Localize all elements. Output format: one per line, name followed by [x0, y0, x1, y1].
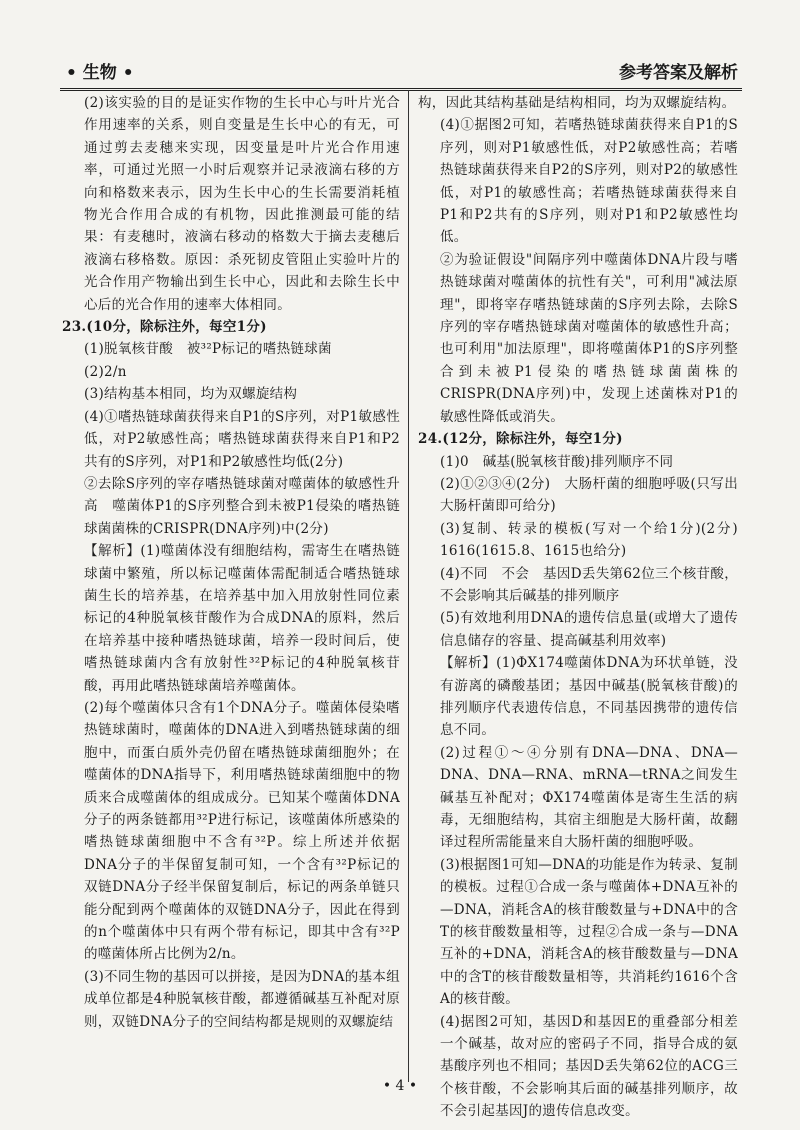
- paragraph: 23.(10分，除标注外，每空1分): [62, 319, 267, 336]
- left-column: [62, 92, 400, 1033]
- paragraph: (3)不同生物的基因可以拼接，是因为DNA的基本组成单位都是4种脱氧核苷酸，都遵循碱基互补配对原则，双链DNA分子的空间结构都是规则的双螺旋结: [84, 968, 400, 1030]
- section-title: 参考答案及解析: [619, 63, 738, 83]
- paragraph: (2)该实验的目的是证实作物的生长中心与叶片光合作用速率的关系，则自变量是生长中心的有无，可通过剪去麦穗来实现，因变量是叶片光合作用速率，可通过光照一小时后观察并记录液滴右移的方向和格数来表示，因为生长中心的生长需要消耗植物光合作用合成的有机物，因此推测最可能的结果：有麦穗时，液滴右移动的格数大于摘去麦穗后液滴右移格数。原因：杀死韧皮管阻止实验叶片的光合作用产物输出到生长中心，因此和去除生长中心后的光合作用的速率大体相同。: [84, 95, 400, 313]
- paragraph: 【解析】(1)ΦX174噬菌体DNA为环状单链，没有游离的磷酸基团；基因中碱基(脱氧核苷酸)的排列顺序代表遗传信息，不同基因携带的遗传信息不同。: [440, 655, 738, 739]
- right-column: [418, 92, 752, 1123]
- paragraph: (1)0 碱基(脱氧核苷酸)排列顺序不同: [440, 453, 674, 470]
- paragraph: ②为验证假设"间隔序列中噬菌体DNA片段与嗜热链球菌对噬菌体的抗性有关"，可利用"减法原理"，即将宰存嗜热链球菌的S序列去除，去除S序列的宰存嗜热链球菌对噬菌体的敏感性升高；也可利用"加法原理"，即将噬菌体P1的S序列整合到未被P1侵染的嗜热链球菌菌株的CRISPR(DNA序列)中，发现上述菌株对P1的敏感性降低或消失。: [440, 251, 738, 425]
- paragraph: (2)每个噬菌体只含有1个DNA分子。噬菌体侵染嗜热链球菌时，噬菌体的DNA进入到嗜热链球菌的细胞中，而蛋白质外壳仍留在嗜热链球菌细胞外；在噬菌体的DNA指导下，利用嗜热链球菌细胞中的物质来合成噬菌体的组成成分。已知某个噬菌体DNA分子的两条链都用³²P进行标记，该噬菌体所感染的嗜热链球菌细胞中不含有³²P。综上所述并依据DNA分子的半保留复制可知，一个含有³²P标记的双链DNA分子经半保留复制后，标记的两条单链只能分配到两个噬菌体的双链DNA分子，因此在得到的n个噬菌体中只有两个带有标记，即其中含有³²P的噬菌体所占比例为2/n。: [84, 699, 400, 963]
- subject-label: • 生物 •: [66, 63, 134, 83]
- page-header: [60, 48, 742, 91]
- paragraph: (3)结构基本相同，均为双螺旋结构: [84, 386, 298, 403]
- column-divider: [408, 90, 409, 1082]
- paragraph: (4)①嗜热链球菌获得来自P1的S序列，对P1敏感性低，对P2敏感性高；嗜热链球菌获得来自P1和P2共有的S序列，对P1和P2敏感性均低(2分): [84, 408, 400, 470]
- paragraph: ②去除S序列的宰存嗜热链球菌对噬菌体的敏感性升高 噬菌体P1的S序列整合到未被P1侵染的嗜热链球菌菌株的CRISPR(DNA序列)中(2分): [84, 475, 400, 537]
- paragraph: (3)根据图1可知—DNA的功能是作为转录、复制的模板。过程①合成一条与噬菌体+DNA互补的—DNA，消耗含A的核苷酸数量与+DNA中的含T的核苷酸数量相等，过程②合成一条与—DNA互补的+DNA，消耗含A的核苷酸数量与—DNA中的含T的核苷酸数量相等，共消耗约1616个含A的核苷酸。: [440, 856, 738, 1008]
- paragraph: 24.(12分，除标注外，每空1分): [418, 431, 623, 448]
- paragraph: (2)2/n: [84, 363, 127, 380]
- paragraph: (2)过程①～④分别有DNA—DNA、DNA—DNA、DNA—RNA、mRNA—tRNA之间发生碱基互补配对；ΦX174噬菌体是寄生生活的病毒，无细胞结构，其宿主细胞是大肠杆菌，故翻译过程所需能量来自大肠杆菌的细胞呼吸。: [440, 744, 738, 851]
- paragraph: 【解析】(1)噬菌体没有细胞结构，需寄生在嗜热链球菌中繁殖，所以标记噬菌体需配制适合嗜热链球菌生长的培养基，在培养基中加入用放射性同位素标记的4种脱氧核苷酸作为合成DNA的原料，然后在培养基中接种嗜热链球菌，培养一段时间后，使嗜热链球菌内含有放射性³²P标记的4种脱氧核苷酸，再用此嗜热链球菌培养噬菌体。: [84, 543, 400, 694]
- paragraph: (5)有效地利用DNA的遗传信息量(或增大了遗传信息储存的容量、提高碱基利用效率): [440, 610, 738, 649]
- page-number: • 4 •: [382, 1078, 418, 1094]
- paragraph: (1)脱氧核苷酸 被³²P标记的嗜热链球菌: [84, 341, 332, 358]
- paragraph: (4)不同 不会 基因D丢失第62位三个核苷酸，不会影响其后碱基的排列顺序: [440, 565, 738, 604]
- paragraph: 构，因此其结构基础是结构相同，均为双螺旋结构。: [418, 95, 736, 111]
- paragraph: (4)据图2可知，基因D和基因E的重叠部分相差一个碱基，故对应的密码子不同，指导合成的氨基酸序列也不相同；基因D丢失第62位的ACG三个核苷酸，不会影响其后面的碱基排列顺序，故不会引起基因J的遗传信息改变。: [440, 1013, 738, 1120]
- paragraph: (2)①②③④(2分) 大肠杆菌的细胞呼吸(只写出大肠杆菌即可给分): [440, 475, 738, 515]
- paragraph: (3)复制、转录的模板(写对一个给1分)(2分) 1616(1615.8、1615也给分): [440, 520, 752, 560]
- paragraph: (4)①据图2可知，若嗜热链球菌获得来自P1的S序列，则对P1敏感性低，对P2敏感性高；若嗜热链球菌获得来自P2的S序列，则对P2的敏感性低，对P1的敏感性高；若嗜热链球菌获得来自P1和P2共有的S序列，则对P1和P2敏感性均低。: [440, 117, 738, 246]
